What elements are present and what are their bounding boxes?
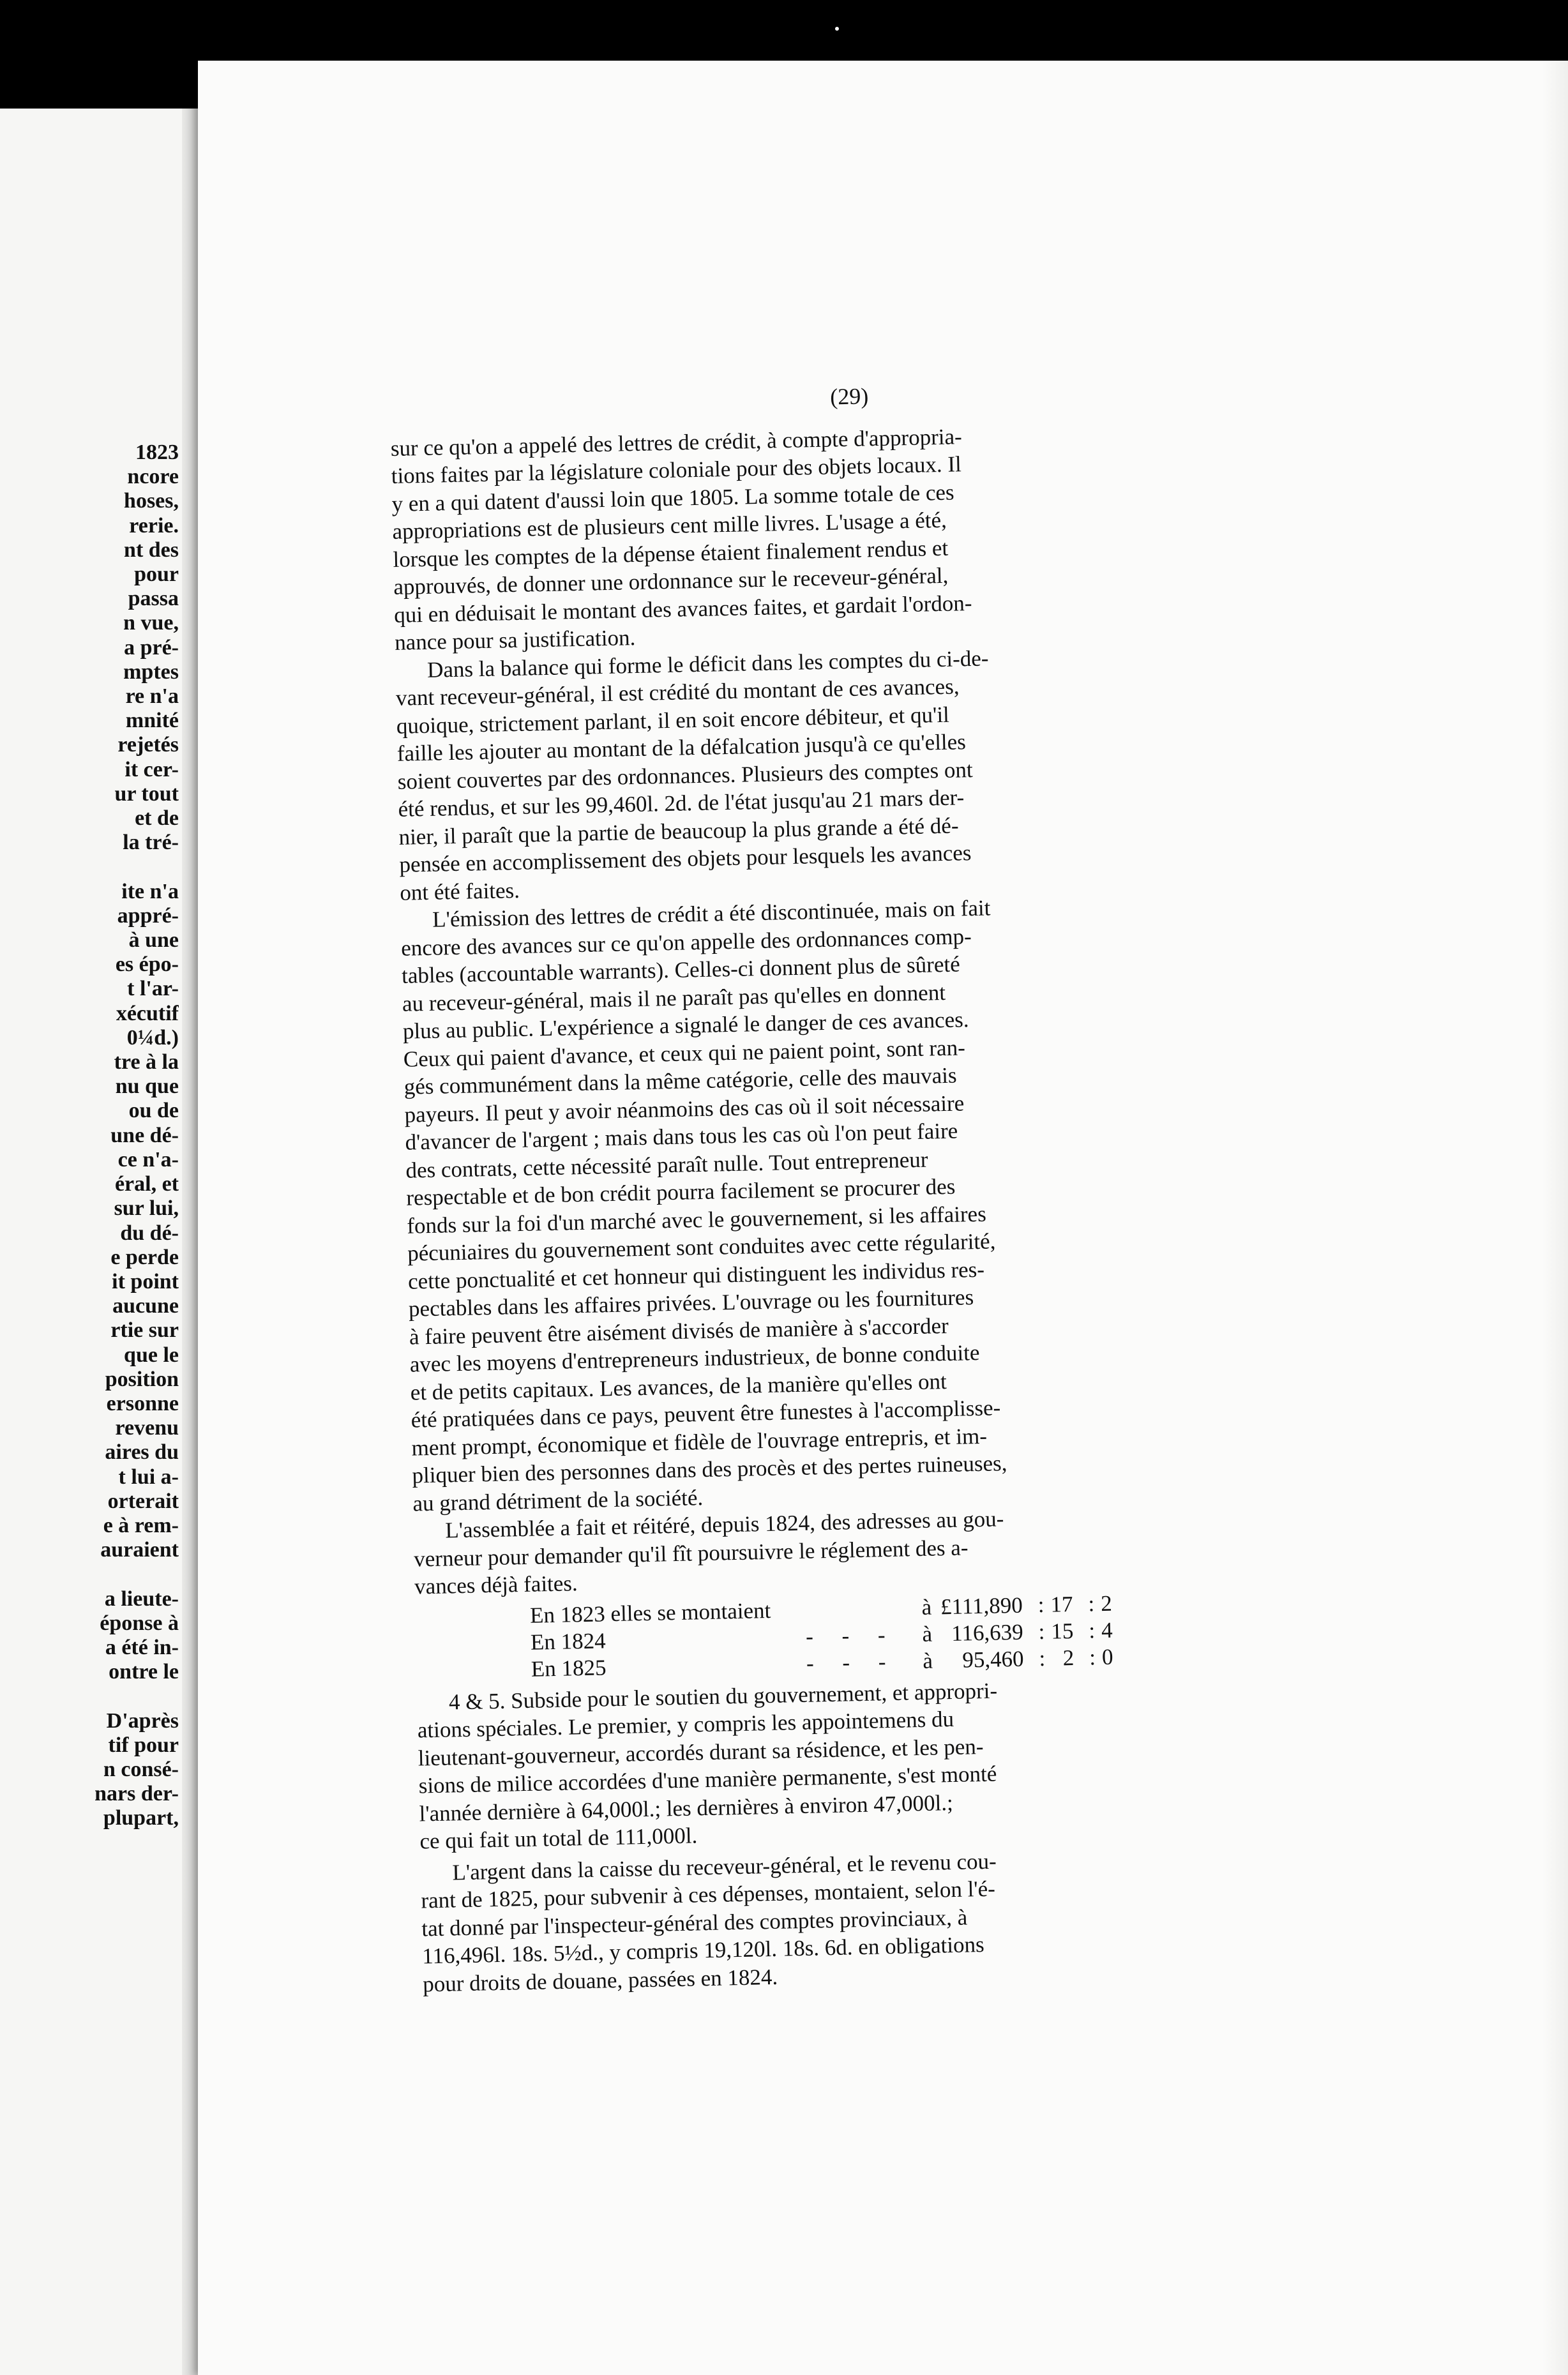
text-line: des contrats, cette nécessité paraît nulle. Tout entrepreneur	[405, 1147, 928, 1183]
left-page-line: xécutif	[116, 1001, 179, 1025]
text-line: nance pour sa justification.	[394, 625, 636, 655]
table-cell-d: 4	[1101, 1617, 1113, 1643]
left-page-line: nu que	[115, 1074, 179, 1099]
table-separator: :	[1039, 1645, 1046, 1671]
right-page	[198, 61, 1568, 2375]
table-cell-d: 2	[1100, 1590, 1113, 1616]
left-page-line: ce n'a-	[117, 1147, 179, 1172]
left-page-line: rtie sur	[110, 1318, 179, 1343]
text-line: au receveur-général, mais il ne paraît pas qu'elles en donnent	[402, 979, 946, 1016]
text-line: vant receveur-général, il est crédité du montant de ces avances,	[395, 674, 960, 711]
text-line: encore des avances sur ce qu'on appelle des ordonnances comp-	[400, 923, 972, 961]
text-line: sur ce qu'on a appelé des lettres de crédit, à compte d'appropria-	[390, 423, 963, 461]
left-page-line	[0, 855, 179, 879]
text-line: pectables dans les affaires privées. L'ouvrage ou les fournitures	[408, 1285, 974, 1322]
text-line: tables (accountable warrants). Celles-ci donnent plus de sûreté	[401, 951, 961, 988]
text-line: tions faites par la législature coloniale pour des objets locaux. Il	[391, 451, 962, 488]
left-page-line: 1823	[135, 441, 179, 464]
left-page-line: rerie.	[129, 513, 179, 538]
left-page-line: éponse à	[100, 1611, 179, 1635]
paragraph-6	[420, 1840, 1342, 1998]
left-page-line: D'après	[106, 1708, 179, 1733]
text-line: y en a qui datent d'aussi loin que 1805. La somme totale de ces	[391, 479, 954, 516]
left-page-line: ncore	[127, 465, 179, 489]
left-page-line: n vue,	[123, 611, 179, 635]
table-cell-label: En 1825	[531, 1654, 607, 1682]
left-page-line: et de	[135, 806, 179, 831]
left-page-line: éral, et	[114, 1172, 179, 1196]
left-page-line: revenu	[115, 1416, 179, 1440]
text-line: 116,496l. 18s. 5½d., y compris 19,120l. 18s. 6d. en obligations	[421, 1932, 985, 1969]
paragraph-2	[395, 637, 1320, 907]
table-cell-dash	[780, 1594, 922, 1624]
text-line: L'émission des lettres de crédit a été discontinuée, mais on fait	[432, 895, 991, 932]
text-line: quoique, strictement parlant, il en soit encore débiteur, et qu'il	[396, 702, 950, 739]
page-number: (29)	[829, 383, 869, 410]
text-line: pliquer bien des personnes dans des procès et des pertes ruineuses,	[412, 1451, 1007, 1488]
table-cell-s: 2	[1062, 1645, 1074, 1670]
left-page-line: a lieute-	[104, 1587, 179, 1611]
left-page-line: la tré-	[123, 831, 179, 855]
left-page-line: auraient	[100, 1538, 179, 1562]
table-separator: :	[1038, 1618, 1045, 1644]
text-line: sions de milice accordées d'une manière permanente, s'est monté	[418, 1761, 997, 1798]
left-page-line: it cer-	[124, 757, 179, 781]
left-page-line: plupart,	[103, 1806, 179, 1830]
left-page-line: it point	[112, 1269, 179, 1293]
text-line: qui en déduisait le montant des avances faites, et gardait l'ordon-	[393, 590, 972, 628]
text-line: lorsque les comptes de la dépense étaient finalement rendus et	[393, 535, 949, 572]
text-line: verneur pour demander qu'il fît poursuivre le réglement des a-	[413, 1534, 969, 1572]
left-page-line: passa	[128, 587, 179, 611]
left-page-line: position	[105, 1367, 179, 1391]
table-cell-s: 15	[1050, 1618, 1074, 1644]
left-page-line: sur lui,	[114, 1196, 179, 1221]
left-page-line: orterait	[107, 1489, 179, 1513]
text-line: avec les moyens d'entrepreneurs industrieux, de bonne conduite	[409, 1339, 980, 1377]
text-line: ations spéciales. Le premier, y compris les appointemens du	[417, 1706, 954, 1743]
scan-speck	[835, 27, 839, 31]
text-line: faille les ajouter au montant de la défalcation jusqu'à ce qu'elles	[396, 729, 967, 766]
table-separator: :	[1088, 1617, 1096, 1643]
table-cell-amount: £111,890	[940, 1592, 1023, 1619]
paragraph-1	[390, 415, 1314, 656]
left-page-line: nt des	[124, 538, 179, 562]
left-page-line: à une	[128, 928, 179, 953]
left-page-line: appré-	[117, 903, 179, 928]
table-cell-dash: - - -	[806, 1648, 898, 1676]
left-page-line: ou de	[128, 1099, 179, 1123]
text-line: L'argent dans la caisse du receveur-général, et le revenu cou-	[452, 1848, 997, 1885]
text-line: l'année dernière à 64,000l.; les dernières à environ 47,000l.;	[419, 1790, 954, 1827]
text-line: pour droits de douane, passées en 1824.	[422, 1964, 778, 1996]
text-line: appropriations est de plusieurs cent mille livres. L'usage a été,	[392, 507, 947, 544]
left-page-line: du dé-	[120, 1221, 179, 1245]
left-page-line	[0, 1562, 179, 1587]
table-cell-label: En 1824	[530, 1627, 607, 1655]
paragraph-3	[400, 887, 1332, 1518]
text-line: Dans la balance qui forme le déficit dans les comptes du ci-de-	[426, 645, 989, 682]
text-line: gés communément dans la même catégorie, celle des mauvais	[403, 1062, 957, 1099]
text-line: été rendus, et sur les 99,460l. 2d. de l'état jusqu'au 21 mars der-	[398, 785, 965, 822]
advances-table	[530, 1590, 1122, 1682]
table-cell-dash: - - -	[805, 1622, 897, 1649]
left-page-line: pour	[134, 562, 179, 587]
text-line: d'avancer de l'argent ; mais dans tous les cas où l'on peut faire	[405, 1118, 958, 1155]
text-line: à faire peuvent être aisément divisés de manière à s'accorder	[409, 1313, 949, 1350]
text-line: respectable et de bon crédit pourra facilement se procurer des	[406, 1173, 956, 1210]
text-line: pensée en accomplissement des objets pour lesquels les avances	[399, 840, 972, 877]
left-page-line: ontre le	[109, 1660, 179, 1684]
table-cell-a: à	[922, 1621, 933, 1647]
left-page-line: e à rem-	[103, 1513, 179, 1537]
left-page-line: mnité	[125, 709, 179, 733]
table-separator: :	[1037, 1592, 1044, 1617]
left-page-line: tif pour	[108, 1733, 179, 1757]
table-cell-s: 17	[1050, 1591, 1073, 1617]
text-line: approuvés, de donner une ordonnance sur le receveur-général,	[393, 562, 949, 599]
text-line: tat donné par l'inspecteur-général des comptes provinciaux, à	[421, 1904, 968, 1941]
text-line: vances déjà faites.	[414, 1571, 578, 1599]
left-page-line: nars der-	[94, 1782, 179, 1806]
text-line: pécuniaires du gouvernement sont conduites avec cette régularité,	[407, 1228, 996, 1266]
text-line: au grand détriment de la société.	[412, 1484, 704, 1516]
left-page-text	[0, 441, 179, 1831]
text-line: plus au public. L'expérience a signalé le danger de ces avances.	[402, 1007, 969, 1044]
left-page-line: ite n'a	[121, 879, 179, 903]
left-page-line: rejetés	[117, 733, 179, 757]
left-page-line: tre à la	[114, 1050, 179, 1074]
left-page-line: e perde	[110, 1245, 179, 1269]
text-line: L'assemblée a fait et réitéré, depuis 1824, des adresses au gou-	[444, 1506, 1004, 1543]
text-line: 4 & 5. Subside pour le soutien du gouvernement, et appropri-	[448, 1678, 998, 1714]
text-line: Ceux qui paient d'avance, et ceux qui ne paient point, sont ran-	[403, 1034, 966, 1072]
page-edge	[1542, 61, 1568, 2375]
table-cell-amount: 116,639	[951, 1619, 1024, 1646]
text-line: fonds sur la foi d'un marché avec le gouvernement, si les affaires	[406, 1201, 987, 1239]
table-separator: :	[1089, 1644, 1096, 1670]
left-page-line: aucune	[112, 1294, 179, 1318]
table-cell-a: à	[922, 1648, 933, 1673]
left-page-line: t l'ar-	[127, 977, 179, 1001]
left-page-line: une dé-	[110, 1123, 179, 1147]
left-page-line: ersonne	[106, 1391, 179, 1415]
text-line: ment prompt, économique et fidèle de l'ouvrage entrepris, et im-	[411, 1423, 988, 1461]
text-line: lieutenant-gouverneur, accordés durant sa résidence, et les pen-	[418, 1733, 984, 1771]
left-page-line: 0¼d.)	[126, 1025, 179, 1050]
page-text-block	[389, 373, 1342, 1998]
table-cell-amount: 95,460	[961, 1646, 1024, 1673]
text-line: cette ponctualité et cet honneur qui distinguent les individus res-	[407, 1256, 985, 1294]
left-page-line: ur tout	[114, 781, 179, 806]
text-line: payeurs. Il peut y avoir néanmoins des cas où il soit nécessaire	[404, 1090, 965, 1127]
left-page-line: t lui a-	[118, 1465, 179, 1489]
left-page-line: a pré-	[124, 635, 179, 660]
left-page-line: es épo-	[115, 953, 179, 977]
text-line: nier, il paraît que la partie de beaucoup la plus grande a été dé-	[398, 812, 959, 850]
left-page-line: que le	[124, 1343, 179, 1367]
left-page-line: re n'a	[125, 684, 179, 709]
left-page-line: aires du	[105, 1440, 179, 1465]
left-page-line	[0, 1684, 179, 1708]
left-page-line: hoses,	[124, 489, 179, 513]
table-separator: :	[1088, 1590, 1095, 1616]
text-line: ce qui fait un total de 111,000l.	[419, 1823, 698, 1854]
text-line: rant de 1825, pour subvenir à ces dépenses, montaient, selon l'é-	[421, 1876, 996, 1913]
left-page-line: a été in-	[105, 1635, 179, 1659]
table-cell-a: à	[921, 1594, 932, 1620]
left-page-line: n consé-	[103, 1757, 179, 1781]
text-line: été pratiquées dans ce pays, peuvent être funestes à l'accomplisse-	[411, 1395, 1001, 1433]
paragraph-5	[417, 1670, 1339, 1855]
text-line: et de petits capitaux. Les avances, de la manière qu'elles ont	[410, 1368, 947, 1405]
text-line: soient couvertes par des ordonnances. Plusieurs des comptes ont	[397, 757, 974, 794]
left-page-line: mptes	[123, 660, 179, 684]
table-cell-label: En 1823 elles se montaient	[529, 1597, 771, 1628]
table-cell-d: 0	[1101, 1644, 1113, 1670]
text-line: ont été faites.	[399, 877, 520, 905]
